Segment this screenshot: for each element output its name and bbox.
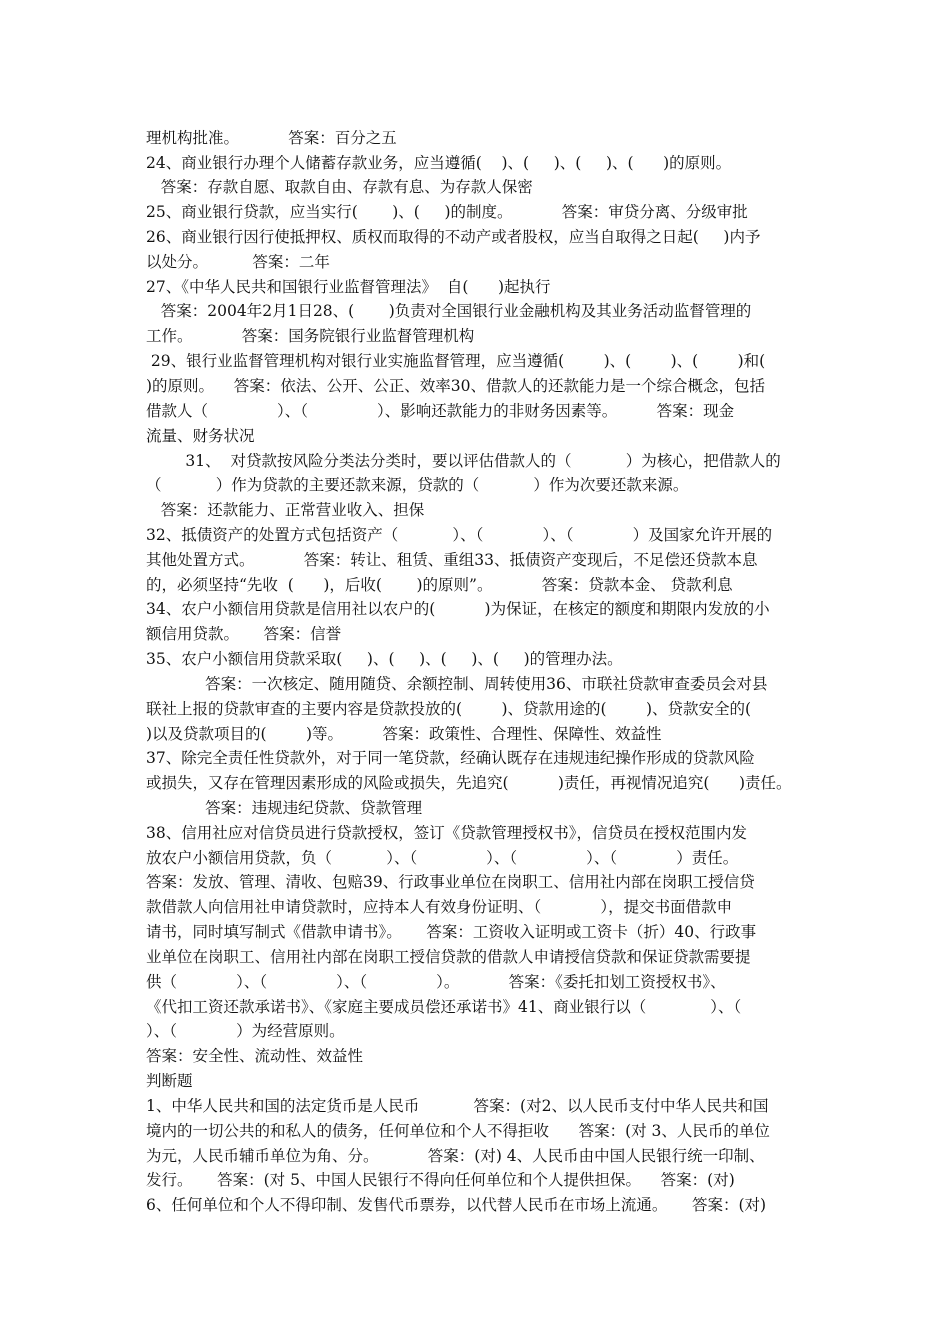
- text-line: 以处分。 答案：二年: [146, 253, 330, 271]
- text-line: 供（ ）、（ ）、（ ）。 答案：《委托扣划工资授权书》、: [146, 973, 726, 991]
- text-line: 38、信用社应对信贷员进行贷款授权，签订《贷款管理授权书》，信贷员在授权范围内发: [146, 824, 747, 842]
- text-line: 37、除完全责任性贷款外，对于同一笔贷款，经确认既存在违规违纪操作形成的贷款风险: [146, 749, 755, 767]
- text-line: 发行。 答案：(对 5、中国人民银行不得向任何单位和个人提供担保。 答案：(对): [146, 1171, 735, 1189]
- text-line: 答案：还款能力、正常营业收入、担保: [146, 501, 425, 519]
- text-line: )的原则。 答案：依法、公开、公正、效率30、借款人的还款能力是一个综合概念，包括: [146, 377, 765, 395]
- text-line: 27、《中华人民共和国银行业监督管理法》 自( )起执行: [146, 278, 551, 296]
- text-line: 答案：安全性、流动性、效益性: [146, 1047, 364, 1065]
- text-line: 放农户小额信用贷款，负（ ）、（ ）、（ ）、（ ）责任。: [146, 849, 739, 867]
- section-heading: 判断题: [146, 1072, 193, 1090]
- text-line: 32、抵债资产的处置方式包括资产（ ）、（ ）、（ ）及国家允许开展的: [146, 526, 773, 544]
- text-line: 答案：违规违纪贷款、贷款管理: [146, 799, 423, 817]
- text-line: （ ）作为贷款的主要还款来源，贷款的（ ）作为次要还款来源。: [146, 476, 689, 494]
- text-line: 业单位在岗职工、信用社内部在岗职工授信贷款的借款人申请授信贷款和保证贷款需要提: [146, 948, 751, 966]
- text-line: 或损失，又存在管理因素形成的风险或损失，先追究( )责任，再视情况追究( )责任。: [146, 774, 792, 792]
- text-line: 答案：一次核定、随用随贷、余额控制、周转使用36、市联社贷款审查委员会对县: [146, 675, 768, 693]
- text-line: 请书，同时填写制式《借款申请书》。 答案：工资收入证明或工资卡（折）40、行政事: [146, 923, 757, 941]
- text-line: 的，必须坚持“先收 ( )，后收( )的原则”。 答案：贷款本金、 贷款利息: [146, 576, 733, 594]
- text-line: 24、商业银行办理个人储蓄存款业务，应当遵循( )、( )、( )、( )的原则。: [146, 154, 732, 172]
- text-line: 其他处置方式。 答案：转让、租赁、重组33、抵债资产变现后，不足偿还贷款本息: [146, 551, 758, 569]
- text-line: 答案：存款自愿、取款自由、存款有息、为存款人保密: [146, 178, 533, 196]
- text-line: 34、农户小额信用贷款是信用社以农户的( )为保证，在核定的额度和期限内发放的小: [146, 600, 770, 618]
- text-line: 借款人（ ）、（ ）、影响还款能力的非财务因素等。 答案：现金: [146, 402, 735, 420]
- text-line: 25、商业银行贷款，应当实行( )、( )的制度。 答案：审贷分离、分级审批: [146, 203, 748, 221]
- text-line: 款借款人向信用社申请贷款时，应持本人有效身份证明、（ ），提交书面借款申: [146, 898, 733, 916]
- text-line: 6、任何单位和个人不得印制、发售代币票券，以代替人民币在市场上流通。 答案：(对): [146, 1196, 767, 1214]
- text-line: 额信用贷款。 答案：信誉: [146, 625, 342, 643]
- text-line: 26、商业银行因行使抵押权、质权而取得的不动产或者股权，应当自取得之日起( )内予: [146, 228, 761, 246]
- text-line: 35、农户小额信用贷款采取( )、( )、( )、( )的管理办法。: [146, 650, 623, 668]
- text-line: )以及贷款项目的( )等。 答案：政策性、合理性、保障性、效益性: [146, 725, 662, 743]
- text-line: 为元，人民币辅币单位为角、分。 答案：(对) 4、人民币由中国人民银行统一印制、: [146, 1147, 765, 1165]
- text-line: 《代扣工资还款承诺书》、《家庭主要成员偿还承诺书》41、商业银行以（ ）、（: [146, 998, 742, 1016]
- text-line: 31、 对贷款按风险分类法分类时，要以评估借款人的（ ）为核心，把借款人的: [146, 452, 781, 470]
- text-line: 流量、财务状况: [146, 427, 255, 445]
- text-line: 答案：2004年2月1日28、( )负责对全国银行业金融机构及其业务活动监督管理的: [146, 302, 752, 320]
- text-line: 工作。 答案：国务院银行业监督管理机构: [146, 327, 475, 345]
- text-line: 理机构批准。 答案：百分之五: [146, 129, 397, 147]
- text-line: 境内的一切公共的和私人的债务，任何单位和个人不得拒收 答案：(对 3、人民币的单位: [146, 1122, 770, 1140]
- text-line: ）、（ ）为经营原则。: [146, 1022, 345, 1040]
- text-line: 29、银行业监督管理机构对银行业实施监督管理，应当遵循( )、( )、( )和(: [146, 352, 766, 370]
- text-line: 答案：发放、管理、清收、包赔39、行政事业单位在岗职工、信用社内部在岗职工授信贷: [146, 873, 755, 891]
- text-line: 联社上报的贷款审查的主要内容是贷款投放的( )、贷款用途的( )、贷款安全的(: [146, 700, 752, 718]
- text-line: 1、中华人民共和国的法定货币是人民币 答案：(对2、以人民币支付中华人民共和国: [146, 1097, 769, 1115]
